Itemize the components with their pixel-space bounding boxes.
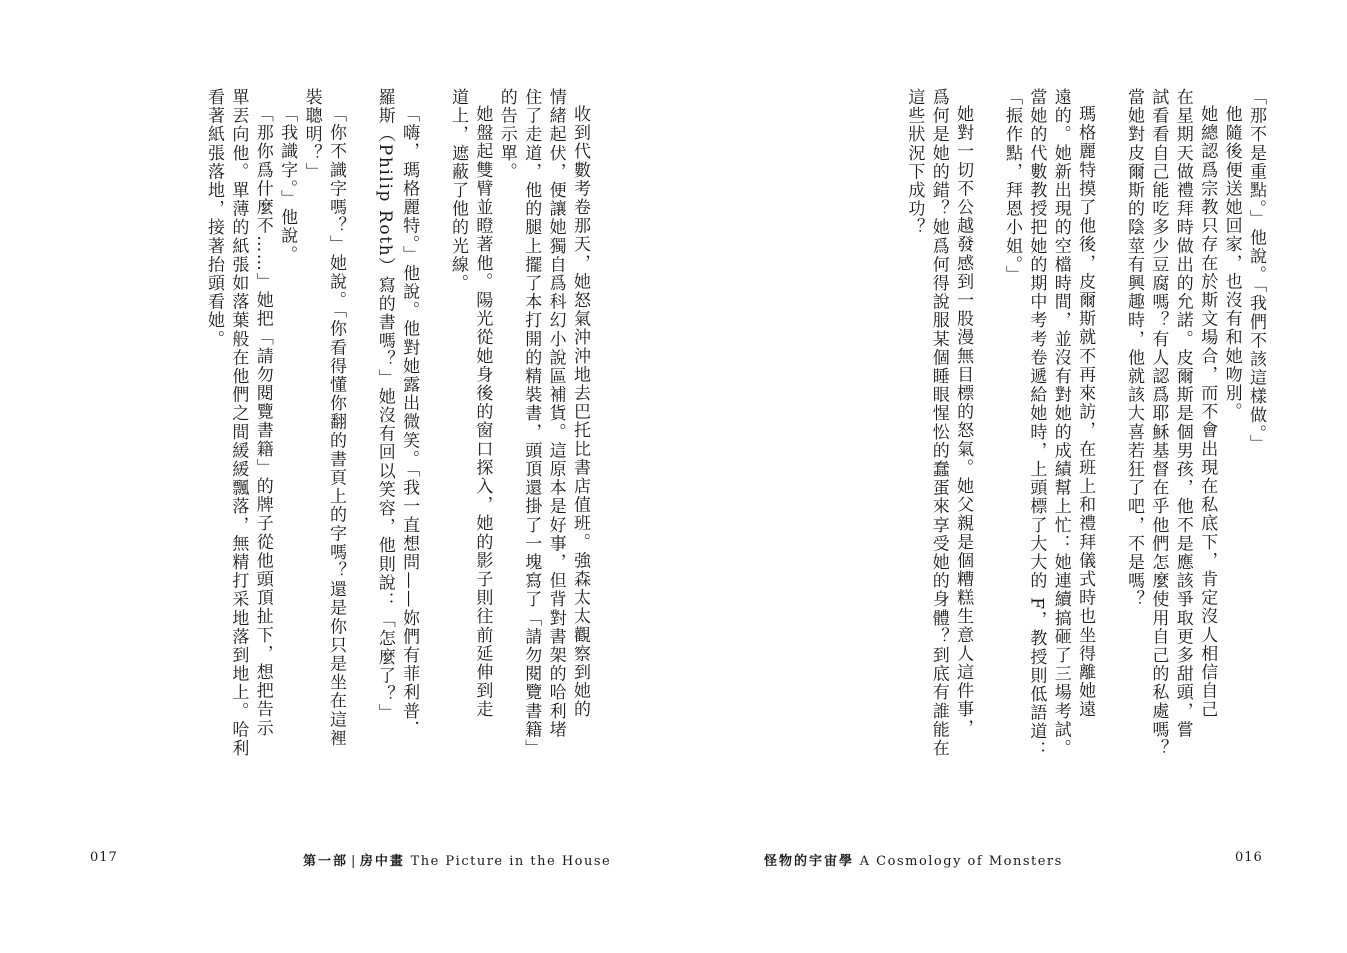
paragraph: 他隨後便送她回家，也沒有和她吻別。 xyxy=(1221,105,1242,422)
chapter-title-cn: 房中畫 xyxy=(359,854,405,869)
paragraph: 她總認爲宗教只存在於斯文場合，而不會出現在私底下，肯定沒人相信自己 在星期天做禮拜時做出的允諾。皮爾斯是個男孩，他不是應該爭取更多甜頭，嘗 試看看自己能吃多少豆腐嗎？有人認爲耶穌基督在乎他們怎麼使用自己的私處嗎？ 當她對皮爾斯的陰莖有興趣時，他就該大喜若狂了吧，不是嗎？ xyxy=(1123,88,1218,758)
running-head xyxy=(303,850,611,869)
left-page xyxy=(0,0,673,953)
page-number: 016 xyxy=(1235,850,1263,865)
paragraph: 「你不識字嗎？」她說。「你看得懂你翻的書頁上的字嗎？還是你只是坐在這裡 裝聰明？」 xyxy=(301,88,346,748)
right-page xyxy=(673,0,1347,953)
book-title-cn: 怪物的宇宙學 xyxy=(764,854,855,869)
paragraph: 她盤起雙臂並瞪著他。陽光從她身後的窗口探入，她的影子則往前延伸到走 道上，遮蔽了他的光線。 xyxy=(447,88,493,719)
part-label: 第一部 xyxy=(303,854,349,869)
paragraph: 「那你爲什麼不……」她把「請勿閱覽書籍」的牌子從他頭頂扯下，想把告示 單丟向他。單薄的紙張如落葉般在他們之間緩緩飄落，無精打采地落到地上。哈利 看著紙張落地，接著抬頭看她。 xyxy=(203,88,273,758)
paragraph: 收到代數考卷那天，她怒氣沖沖地去巴托比書店值班。強森太太觀察到她的 情緒起伏，便讓她獨自爲科幻小說區補貨。這原本是好事，但背對書架的哈利堵 住了走道，他的腿上擺了本打開的精裝書，頭頂還掛了一塊寫了「請勿閱覽書籍」 的告示單。 xyxy=(496,88,590,758)
left-page-body xyxy=(112,88,592,758)
separator: | xyxy=(351,854,357,869)
book-title-en: A Cosmology of Monsters xyxy=(859,854,1063,869)
page-number: 017 xyxy=(90,850,118,865)
paragraph: 她對一切不公越發感到一股漫無目標的怒氣。她父親是個糟糕生意人這件事， 爲何是她的錯？她爲何得說服某個睡眼惺忪的蠢蛋來享受她的身體？到底有誰能在 這些狀況下成功？ xyxy=(904,88,974,758)
paragraph: 瑪格麗特摸了他後，皮爾斯就不再來訪，在班上和禮拜儀式時也坐得離她遠 遠的。她新出現的空檔時間，並沒有對她的成績幫上忙：她連續搞砸了三場考試。 當她的代數教授把她的期中考考卷遞給她時，上頭標了大大的 F，教授則低語道： 「振作點，拜恩小姐。」 xyxy=(1001,88,1096,760)
paragraph: 「嗨，瑪格麗特。」他說。他對她露出微笑。「我一直想問——妳們有菲利普． 羅斯（Philip Roth）寫的書嗎？」她沒有回以笑容，他則說：「怎麼了？」 xyxy=(374,88,420,739)
paragraph: 「那不是重點。」他說。「我們不該這樣做。」 xyxy=(1246,88,1266,454)
chapter-title-en: The Picture in the House xyxy=(410,854,612,869)
right-page-body xyxy=(790,88,1268,760)
running-head xyxy=(764,850,1063,869)
paragraph: 「我識字。」他說。 xyxy=(277,105,298,264)
